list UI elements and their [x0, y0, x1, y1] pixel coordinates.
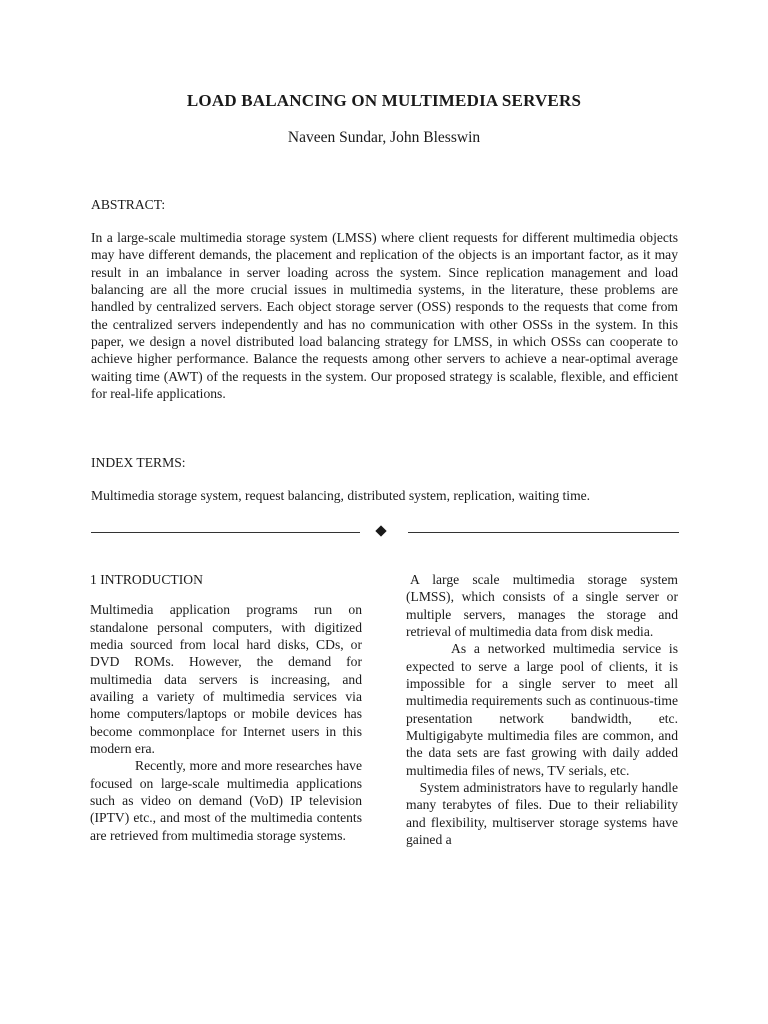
abstract-heading: ABSTRACT:: [91, 197, 166, 212]
paper-title: LOAD BALANCING ON MULTIMEDIA SERVERS: [186, 91, 582, 110]
intro-paragraph: Recently, more and more researches have focused on large-scale multimedia applications such as video on demand (VoD) IP television (IPTV) etc., and most of the multimedia contents are retrieved from multimedia storage systems.: [90, 758, 362, 843]
intro-paragraph: Multimedia application programs run on standalone personal computers, with digitized media sourced from local hard disks, CDs, or DVD ROMs. However, the demand for multimedia data servers is increasing, and availing a variety of multimedia services via home computers/laptops or mobile devices has become commonplace for Internet users in this modern era.: [90, 602, 362, 757]
divider-rule-right: [408, 532, 679, 533]
divider-rule-left: [91, 532, 360, 533]
paper-authors: Naveen Sundar, John Blesswin: [287, 129, 481, 146]
diamond-icon: [375, 525, 386, 536]
intro-paragraph: A large scale multimedia storage system (LMSS), which consists of a single server or multiple servers, manages the storage and retrieval of multimedia data from disk media.: [406, 572, 678, 640]
intro-paragraph: As a networked multimedia service is expected to serve a large pool of clients, it is impossible for a single server to meet all multimedia requirements such as continuous-time presentation network bandwidth, etc. Multigigabyte multimedia files are common, and the data sets are fast growing with daily added multimedia files of news, TV serials, etc.: [406, 641, 678, 778]
intro-paragraph: System administrators have to regularly handle many terabytes of files. Due to their reliability and flexibility, multiserver storage systems have gained a: [406, 780, 678, 848]
index-terms-heading: INDEX TERMS:: [91, 455, 186, 470]
index-terms-body: Multimedia storage system, request balancing, distributed system, replication, waiting time.: [91, 488, 591, 503]
introduction-heading: 1 INTRODUCTION: [90, 572, 203, 587]
abstract-body: In a large-scale multimedia storage system (LMSS) where client requests for different multimedia objects may have different demands, the placement and replication of the objects is an important factor, as it may result in an imbalance in server loading across the system. Since replication management and load balancing are all the more crucial issues in multimedia systems, in the literature, these problems are handled by centralized servers. Each object storage server (OSS) responds to the requests that come from the centralized servers independently and has no communication with other OSSs in the system. In this paper, we design a novel distributed load balancing strategy for LMSS, in which OSSs can cooperate to achieve higher performance. Balance the requests among other servers to achieve a near-optimal average waiting time (AWT) of the requests in the system. Our proposed strategy is scalable, flexible, and efficient for real-life applications.: [91, 230, 678, 402]
intro-left-column: [90, 571, 362, 844]
intro-right-column: [406, 571, 678, 849]
section-divider: [91, 525, 679, 539]
